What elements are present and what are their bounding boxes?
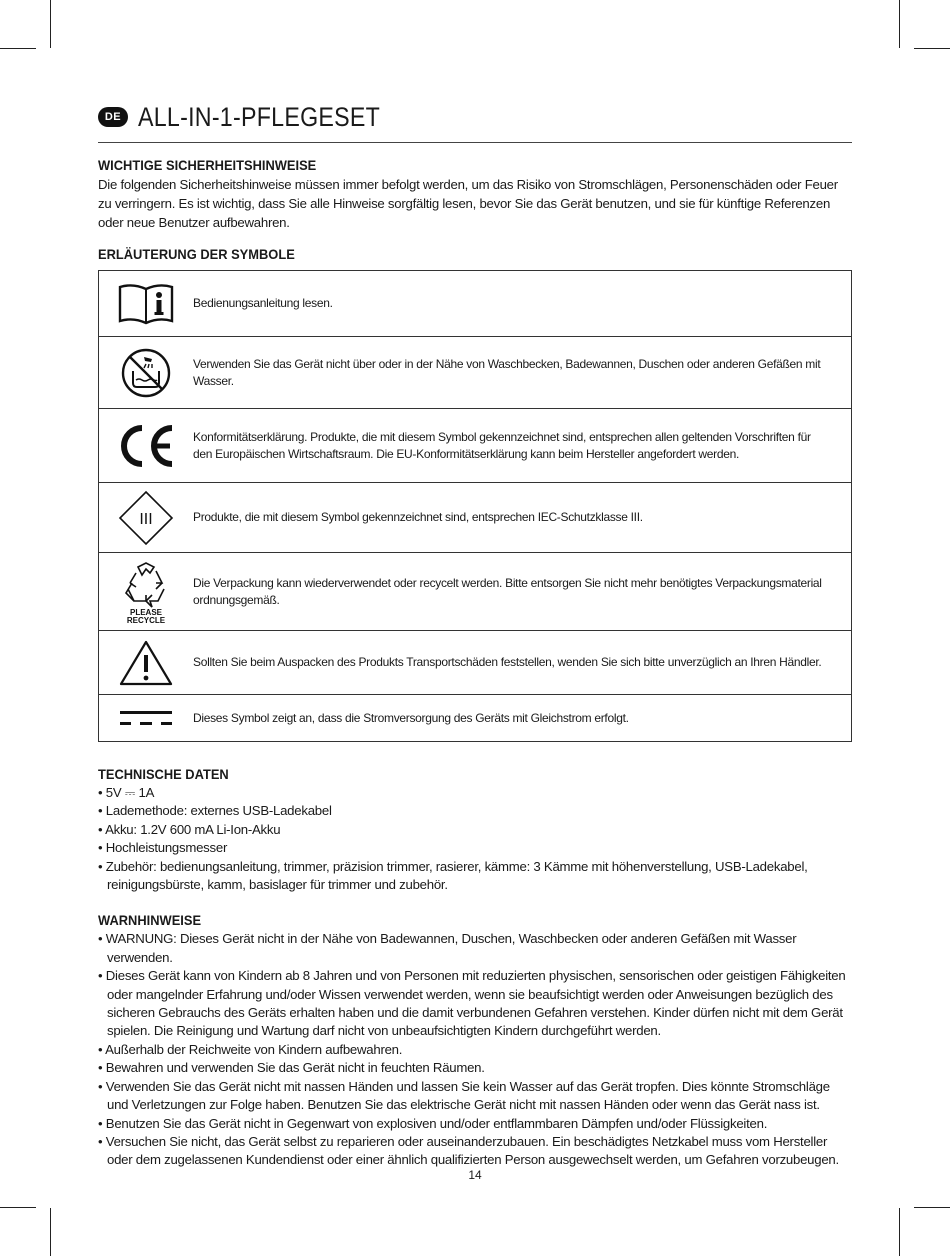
crop-mark — [50, 0, 51, 48]
crop-mark — [0, 48, 36, 49]
symbol-row — [99, 631, 852, 695]
page-content — [98, 96, 852, 1170]
crop-mark — [50, 1208, 51, 1256]
symbol-icon-cell — [99, 271, 194, 337]
symbol-icon-cell — [99, 553, 194, 631]
symbol-icon-cell — [99, 631, 194, 695]
symbol-description: Bedienungsanleitung lesen. — [193, 271, 852, 337]
list-item: • Hochleistungsmesser — [98, 839, 852, 857]
symbol-icon-cell — [99, 695, 194, 742]
list-item: • Dieses Gerät kann von Kindern ab 8 Jahren und von Personen mit reduzierten physischen, sensorischen oder geistigen Fähigkeiten oder mangelnder Erfahrung und/oder Wissen verwendet werden, wenn sie beaufsichtigt werden oder Anweisungen bezüglich des sicheren Gebrauchs des Geräts erhalten haben und die damit verbundenen Gefahren verstehen. Kinder dürfen nicht mit dem Gerät spielen. Die Reinigung und Wartung darf nicht von unbeaufsichtigten Kindern durchgeführt werden. — [98, 967, 852, 1041]
symbol-icon-cell — [99, 483, 194, 553]
safety-heading: WICHTIGE SICHERHEITSHINWEISE — [98, 157, 317, 173]
ce-mark-icon — [115, 423, 177, 469]
list-item: • Akku: 1.2V 600 mA Li-Ion-Akku — [98, 821, 852, 839]
title-row — [98, 96, 852, 138]
symbol-row — [99, 553, 852, 631]
protection-class-label: III — [139, 510, 153, 528]
page-number: 14 — [468, 1168, 482, 1182]
warnings-list — [98, 930, 852, 1169]
list-item: • Bewahren und verwenden Sie das Gerät nicht in feuchten Räumen. — [98, 1059, 852, 1077]
list-item: • Lademethode: externes USB-Ladekabel — [98, 802, 852, 820]
symbol-description: Produkte, die mit diesem Symbol gekennzeichnet sind, entsprechen IEC-Schutzklasse III. — [193, 483, 852, 553]
warning-triangle-icon — [118, 638, 174, 688]
warnings-heading: WARNHINWEISE — [98, 912, 202, 929]
symbols-heading: ERLÄUTERUNG DER SYMBOLE — [98, 246, 295, 262]
crop-mark — [0, 1207, 36, 1208]
symbol-row — [99, 695, 852, 742]
manual-info-icon — [116, 281, 176, 327]
crop-mark — [899, 0, 900, 48]
safety-text: Die folgenden Sicherheitshinweise müssen immer befolgt werden, um das Risiko von Stromschlägen, Personenschäden oder Feuer zu verringern. Es ist wichtig, dass Sie alle Hinweise sorgfältig lesen, bevor Sie das Gerät benutzen, und sie für künftige Referenzen oder neue Benutzer aufbewahren. — [98, 177, 838, 230]
list-item: • Verwenden Sie das Gerät nicht mit nassen Händen und lassen Sie kein Wasser auf das Gerät tropfen. Dies könnte Stromschläge und Verletzungen zur Folge haben. Benutzen Sie das elektrische Gerät nicht mit nassen Händen oder wenn das Gerät nass ist. — [98, 1078, 852, 1115]
page-title: ALL-IN-1-PFLEGESET — [138, 101, 381, 132]
list-item: • Benutzen Sie das Gerät nicht in Gegenwart von explosiven und/oder entflammbaren Dämpfen und/oder Flüssigkeiten. — [98, 1115, 852, 1133]
tech-list — [98, 784, 852, 894]
list-item: • Zubehör: bedienungsanleitung, trimmer, präzision trimmer, rasierer, kämme: 3 Kämme mit höhenverstellung, USB-Ladekabel, reinigungsbürste, kamm, basislager für trimmer und zubehör. — [98, 858, 852, 895]
title-divider — [98, 142, 852, 143]
direct-current-icon — [116, 706, 176, 730]
list-item: • Außerhalb der Reichweite von Kindern aufbewahren. — [98, 1041, 852, 1059]
symbol-icon-cell — [99, 409, 194, 483]
symbol-row — [99, 337, 852, 409]
symbol-description: Dieses Symbol zeigt an, dass die Stromversorgung des Geräts mit Gleichstrom erfolgt. — [193, 695, 852, 742]
recycle-icon — [116, 559, 176, 625]
no-water-bath-icon — [120, 347, 172, 399]
symbol-row — [99, 483, 852, 553]
protection-class-iii-icon — [117, 489, 175, 547]
list-item: • 5V ⎓ 1A — [98, 784, 852, 802]
symbol-icon-cell — [99, 337, 194, 409]
list-item: • Versuchen Sie nicht, das Gerät selbst zu reparieren oder auseinanderzubauen. Ein beschädigtes Netzkabel muss vom Hersteller oder dem zugelassenen Kundendienst oder einer ähnlich qualifizierten Person ausgewechselt werden, um Gefahren vorzubeugen. — [98, 1133, 852, 1170]
recycle-label-recycle: RECYCLE — [126, 615, 166, 625]
crop-mark — [914, 48, 950, 49]
symbol-row — [99, 271, 852, 337]
symbol-description: Konformitätserklärung. Produkte, die mit diesem Symbol gekennzeichnet sind, entsprechen allen geltenden Vorschriften für den Europäischen Wirtschaftsraum. Die EU-Konformitätserklärung kann beim Hersteller angefordert werden. — [193, 409, 852, 483]
symbol-description: Die Verpackung kann wiederverwendet oder recycelt werden. Bitte entsorgen Sie nicht mehr benötigtes Verpackungsmaterial ordnungsgemäß. — [193, 553, 852, 631]
language-badge: DE — [98, 107, 128, 127]
list-item: • WARNUNG: Dieses Gerät nicht in der Nähe von Badewannen, Duschen, Waschbecken oder anderen Gefäßen mit Wasser verwenden. — [98, 930, 852, 967]
tech-heading: TECHNISCHE DATEN — [98, 766, 229, 782]
symbol-description: Verwenden Sie das Gerät nicht über oder in der Nähe von Waschbecken, Badewannen, Duschen oder anderen Gefäßen mit Wasser. — [193, 337, 852, 409]
crop-mark — [899, 1208, 900, 1256]
symbol-row — [99, 409, 852, 483]
symbols-table — [98, 270, 852, 742]
symbol-description: Sollten Sie beim Auspacken des Produkts Transportschäden feststellen, wenden Sie sich bitte unverzüglich an Ihren Händler. — [193, 631, 852, 695]
crop-mark — [914, 1207, 950, 1208]
recycle-label-please: PLEASE — [129, 607, 163, 617]
